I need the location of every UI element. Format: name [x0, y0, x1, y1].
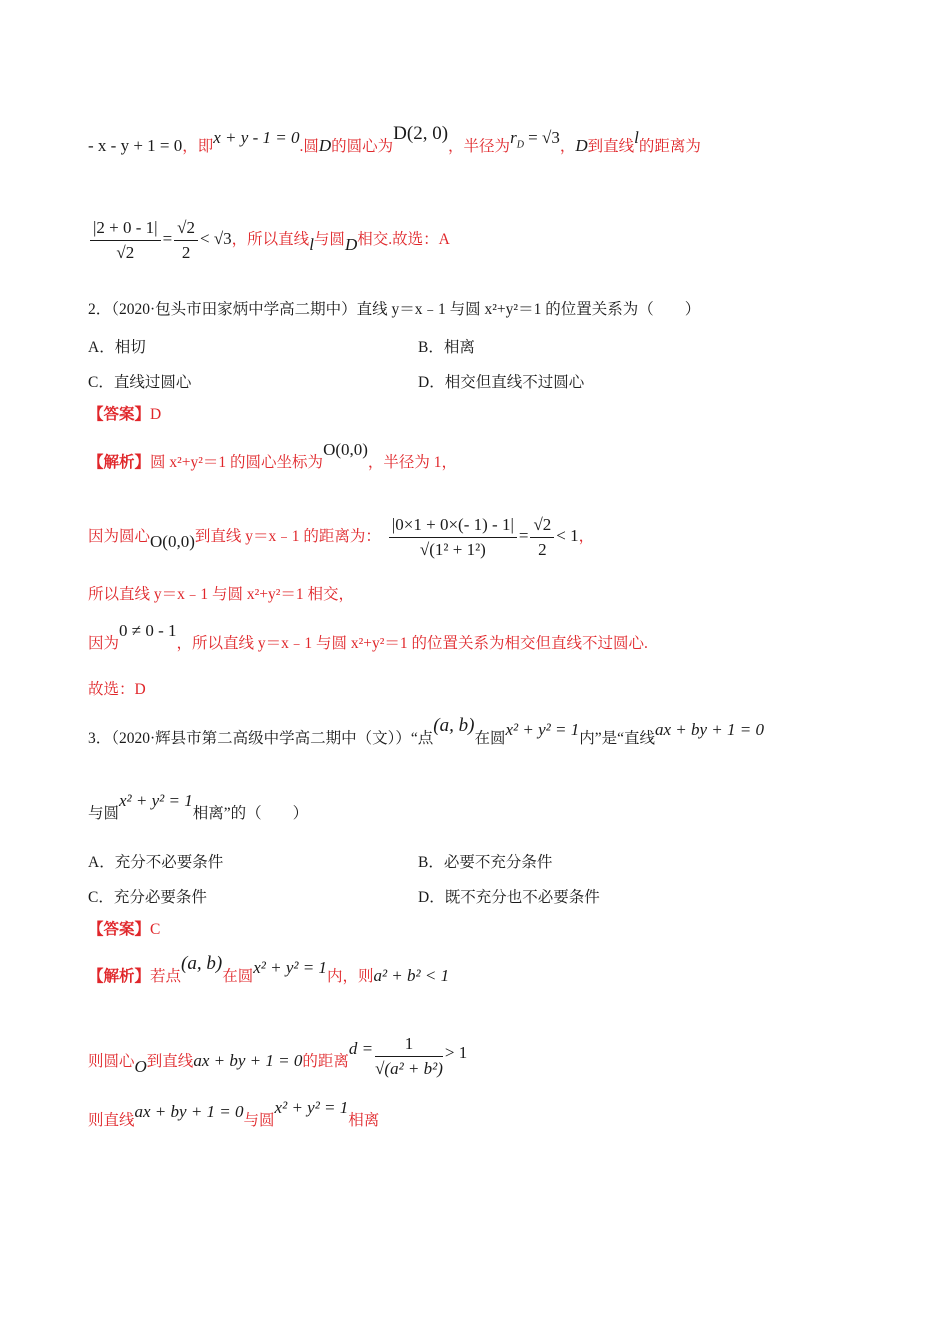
- line-equation: ax + by + 1 = 0: [654, 720, 764, 739]
- text: 的圆心为: [331, 138, 394, 155]
- line-equation: ax + by + 1 = 0: [134, 1102, 244, 1121]
- radius-value: = √3: [528, 128, 560, 147]
- q2-analysis-3: 所以直线 y＝x﹣1 与圆 x²+y²＝1 相交，: [88, 586, 355, 603]
- text: .圆: [299, 138, 319, 155]
- text: 到直线 y＝x﹣1 的距离为：: [194, 528, 381, 546]
- q1-distance-line: [88, 123, 701, 163]
- q2-option-d: D．相交但直线不过圆心: [418, 374, 585, 391]
- text: ，半径为 1，: [367, 454, 458, 471]
- circle-equation: x² + y² = 1: [505, 720, 580, 739]
- circle-center: O(0,0): [150, 532, 195, 552]
- line-equation: ax + by + 1 = 0: [193, 1051, 303, 1071]
- point: (a, b): [181, 953, 223, 974]
- line-equation-1: - x - y + 1 = 0: [88, 136, 183, 155]
- line-equation-2: x + y - 1 = 0: [213, 128, 300, 147]
- q2-stem: 2．（2020·包头市田家炳中学高二期中）直线 y＝x﹣1 与圆 x²+y²＝1 的位置关系为（ ）: [88, 301, 701, 318]
- text: ，: [559, 138, 576, 155]
- equals-sign: =: [162, 229, 173, 249]
- equals-sign: =: [518, 526, 529, 546]
- analysis-label: 【解析】: [88, 454, 151, 471]
- q3-stem-2: [88, 791, 309, 824]
- radius-symbol: r: [510, 128, 517, 147]
- analysis-label: 【解析】: [88, 968, 151, 985]
- q2-option-b: B．相离: [418, 339, 475, 356]
- text: 与圆: [243, 1112, 275, 1129]
- q3-analysis-3: [88, 1098, 380, 1131]
- circle-name: D: [344, 235, 358, 255]
- text: 在圆: [474, 730, 506, 747]
- text: 与圆: [88, 805, 120, 822]
- text: 因为: [88, 635, 120, 652]
- text: 在圆: [222, 968, 254, 985]
- text: 若点: [150, 968, 182, 985]
- text: 内”是“直线: [579, 730, 655, 747]
- q3-option-d: D．既不充分也不必要条件: [418, 889, 600, 906]
- inequality: a² + b² < 1: [373, 966, 450, 985]
- q1-conclusion-line: [88, 218, 450, 263]
- answer-value: D: [150, 406, 162, 423]
- comparison: < 1: [556, 526, 579, 546]
- center-name: O: [134, 1057, 147, 1077]
- comparison: < √3: [200, 229, 232, 249]
- circle-name: D: [318, 136, 332, 155]
- fraction-denominator: 2: [181, 243, 191, 262]
- answer-value: C: [150, 921, 161, 938]
- distance-fraction: [375, 1034, 443, 1079]
- circle-center: D(2, 0): [393, 123, 449, 144]
- text: 到直线: [587, 138, 635, 155]
- text: 相交.故选：A: [357, 231, 450, 249]
- text: 相离: [348, 1112, 380, 1129]
- fraction-numerator: √2: [174, 218, 198, 241]
- q3-option-c: C．充分必要条件: [88, 889, 207, 906]
- q2-answer: [88, 405, 161, 425]
- fraction-denominator: √2: [116, 243, 135, 262]
- comparison: > 1: [444, 1043, 468, 1063]
- distance-fraction: [389, 515, 517, 560]
- circle-equation: x² + y² = 1: [119, 791, 193, 810]
- fraction-denominator: √(a² + b²): [375, 1059, 443, 1078]
- radius-subscript: D: [516, 139, 524, 151]
- text: ，即: [182, 138, 214, 155]
- circle-center: O(0,0): [323, 440, 368, 459]
- distance-fraction: [90, 218, 161, 263]
- text: ，: [578, 528, 595, 546]
- text: 内，则: [326, 968, 374, 985]
- text: 相离”的（ ）: [192, 805, 309, 822]
- fraction-numerator: |0×1 + 0×(- 1) - 1|: [389, 515, 517, 538]
- q2-analysis-2: [88, 515, 594, 560]
- text: ，所以直线: [231, 231, 310, 249]
- text: ，所以直线 y＝x﹣1 与圆 x²+y²＝1 的位置关系为相交但直线不过圆心.: [176, 635, 648, 652]
- text: ，半径为: [448, 138, 511, 155]
- circle-name: D: [575, 136, 588, 155]
- q3-stem-1: [88, 715, 764, 749]
- line-name: l: [309, 235, 314, 255]
- q3-option-a: A．充分不必要条件: [88, 854, 224, 871]
- result-fraction: [174, 218, 198, 263]
- inequality: 0 ≠ 0 - 1: [119, 621, 177, 640]
- q3-analysis-1: [88, 953, 450, 987]
- point: (a, b): [433, 715, 475, 736]
- q2-option-c: C．直线过圆心: [88, 374, 192, 391]
- answer-label: 【答案】: [88, 406, 151, 423]
- fraction-numerator: √2: [530, 515, 554, 538]
- fraction-numerator: 1: [375, 1034, 443, 1057]
- text: 因为圆心: [88, 528, 151, 546]
- text: 则直线: [88, 1112, 135, 1129]
- fraction-denominator: √(1² + 1²): [419, 540, 486, 559]
- circle-equation: x² + y² = 1: [274, 1098, 349, 1117]
- text: 圆 x²+y²＝1 的圆心坐标为: [150, 454, 324, 471]
- q2-analysis-5: 故选：D: [88, 681, 146, 698]
- text: 则圆心: [88, 1053, 135, 1071]
- answer-label: 【答案】: [88, 921, 151, 938]
- text: 到直线: [146, 1053, 194, 1071]
- q2-analysis-1: [88, 440, 458, 473]
- text: 的距离为: [638, 138, 701, 155]
- distance-symbol: d =: [348, 1039, 374, 1059]
- fraction-denominator: 2: [538, 540, 547, 559]
- text: 的距离: [302, 1053, 349, 1071]
- q3-answer: [88, 920, 160, 940]
- line-name: l: [634, 128, 639, 147]
- q3-analysis-2: [88, 1034, 468, 1085]
- circle-equation: x² + y² = 1: [253, 958, 327, 977]
- q2-analysis-4: [88, 621, 648, 654]
- text: 与圆: [313, 231, 345, 249]
- text: 3．（2020·辉县市第二高级中学高二期中（文））“点: [88, 730, 434, 747]
- fraction-numerator: |2 + 0 - 1|: [90, 218, 161, 241]
- result-fraction: [530, 515, 554, 560]
- q2-option-a: A．相切: [88, 339, 146, 356]
- q3-option-b: B．必要不充分条件: [418, 854, 553, 871]
